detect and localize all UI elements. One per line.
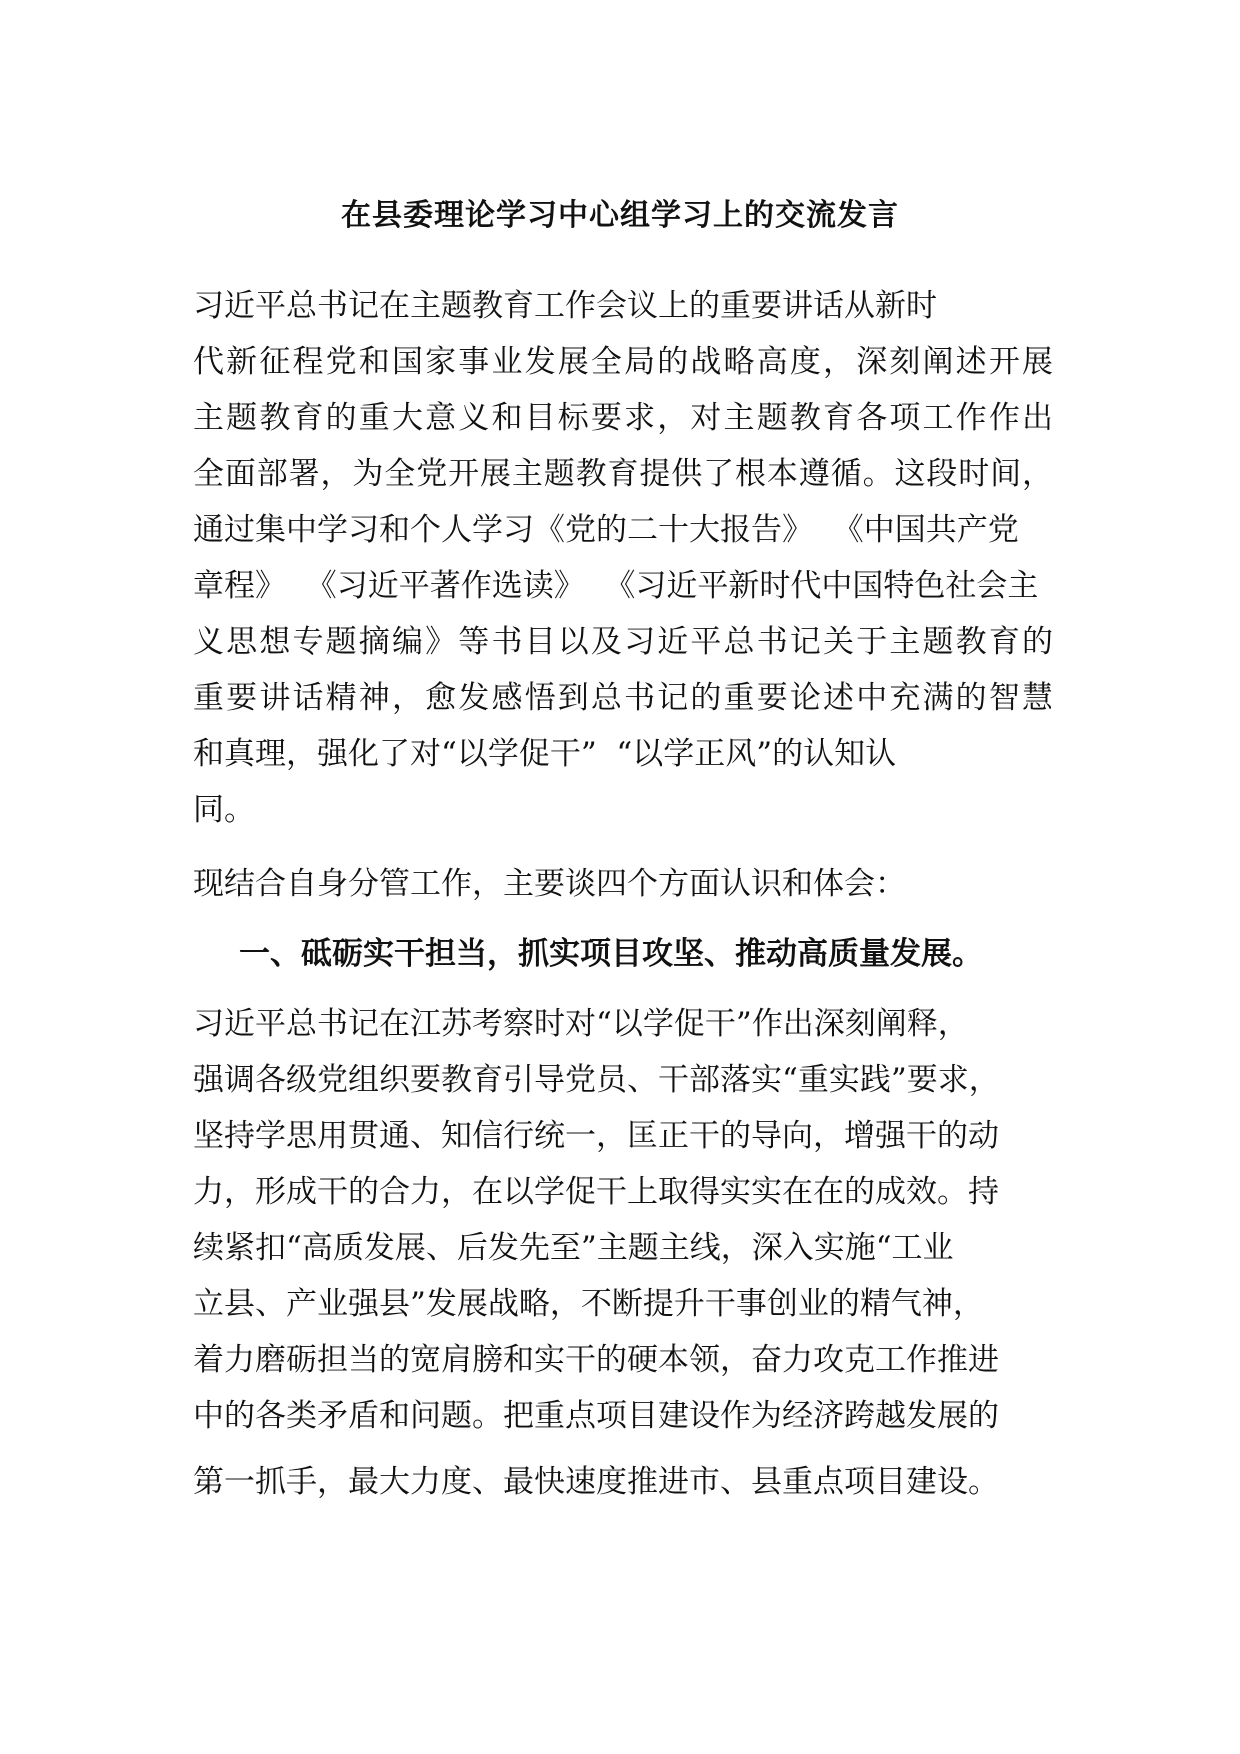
document-title: 在县委理论学习中心组学习上的交流发言 [341, 198, 899, 233]
intro-line: 和真理，强化了对“以学促干” “以学正风”的认知认 [193, 736, 897, 772]
section-line: 续紧扣“高质发展、后发先至”主题主线，深入实施“工业 [193, 1230, 954, 1266]
intro-line: 全面部署，为全党开展主题教育提供了根本遵循。这段时间， [193, 456, 1053, 492]
intro-line: 同。 [193, 792, 255, 828]
section-line: 坚持学思用贯通、知信行统一，匡正干的导向，增强干的动 [193, 1118, 999, 1154]
section-line: 中的各类矛盾和问题。把重点项目建设作为经济跨越发展的 [193, 1398, 999, 1434]
section-line: 强调各级党组织要教育引导党员、干部落实“重实践”要求， [193, 1062, 1000, 1098]
intro-line: 习近平总书记在主题教育工作会议上的重要讲话从新时 [193, 288, 937, 324]
transition-paragraph: 现结合自身分管工作，主要谈四个方面认识和体会： [193, 866, 906, 902]
intro-line: 主题教育的重大意义和目标要求，对主题教育各项工作作出 [193, 400, 1053, 436]
intro-line: 代新征程党和国家事业发展全局的战略高度，深刻阐述开展 [193, 344, 1053, 380]
intro-line: 义思想专题摘编》等书目以及习近平总书记关于主题教育的 [193, 624, 1053, 660]
section-line: 力，形成干的合力，在以学促干上取得实实在在的成效。持 [193, 1174, 999, 1210]
section-line: 立县、产业强县”发展战略，不断提升干事创业的精气神， [193, 1286, 984, 1322]
section-heading: 一、砥砺实干担当，抓实项目攻坚、推动高质量发展。 [239, 936, 983, 972]
intro-line: 重要讲话精神，愈发感悟到总书记的重要论述中充满的智慧 [193, 680, 1053, 716]
intro-line: 通过集中学习和个人学习《党的二十大报告》 《中国共产党 [193, 512, 1019, 548]
intro-line: 章程》 《习近平著作选读》 《习近平新时代中国特色社会主 [193, 568, 1039, 604]
section-line: 习近平总书记在江苏考察时对“以学促干”作出深刻阐释， [193, 1006, 969, 1042]
section-line: 第一抓手，最大力度、最快速度推进市、县重点项目建设。 [193, 1464, 999, 1500]
section-line: 着力磨砺担当的宽肩膀和实干的硬本领，奋力攻克工作推进 [193, 1342, 999, 1378]
